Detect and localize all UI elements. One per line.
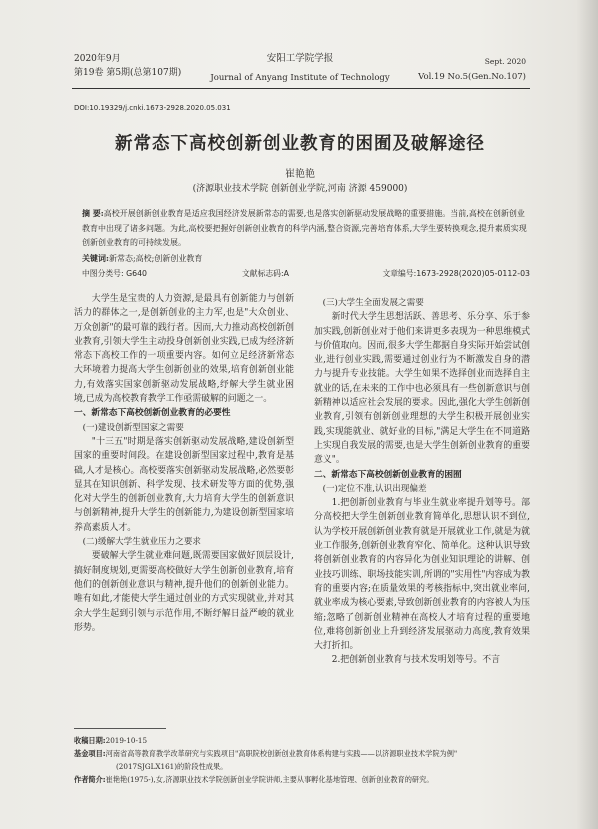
article-title: 新常态下高校创新创业教育的困囿及破解途径 — [115, 134, 485, 154]
subsection-heading: (一)建设创新型国家之需要 — [82, 422, 184, 433]
paragraph: 1.把创新创业教育与毕业生就业率提升划等号。部分高校把大学生创新创业教育简单化,思想认识不到位,认为学校开展创新创业教育就是开展就业工作,就是为就业工作服务,创新创业教育窄化、简单化。这种认识导致将创新创业教育的内容异化为创业知识理论的讲解、创业技巧训练、职场技能实训,所谓的"实用性"内容成为教育的重要内容;在质量效果的考核指标中,突出就业率问,就业率成为核心要素,导致创新创业教育的内容被人为压缩;忽略了创新创业精神在高校人才培育过程的重要地位,难将创新创业上升到经济发展驱动力高度,教育效果大打折扣。 — [314, 498, 530, 652]
fund-project — [74, 747, 530, 760]
header-date-en: Sept. 2020 — [484, 57, 526, 66]
footnote-rule — [74, 728, 166, 729]
bio-text: 崔艳艳(1975-),女,济源职业技术学院创新创业学院讲师,主要从事孵化基地管理、创新创业教育的研究。 — [105, 775, 434, 784]
header-right — [418, 52, 526, 84]
journal-name-en: Journal of Anyang Institute of Technology — [210, 73, 390, 83]
header-volume-cn: 第19卷 第5期(总第107期) — [74, 68, 182, 78]
keywords-text: 新常态;高校;创新创业教育 — [108, 253, 203, 263]
abstract-block — [82, 206, 530, 266]
header-rule — [72, 88, 530, 89]
author-affiliation: (济源职业技术学院 创新创业学院,河南 济源 459000) — [192, 184, 408, 194]
body-right-column — [314, 296, 530, 668]
section-heading: 一、新常态下高校创新创业教育的必要性 — [74, 408, 231, 419]
abstract — [82, 206, 530, 251]
fund-text: 河南省高等教育教学改革研究与实践项目"高职院校创新创业教育体系构建与实践——以济源职业技术学院为例" — [105, 749, 458, 758]
fund-label: 基金项目: — [74, 749, 106, 758]
abstract-text: 高校开展创新创业教育是适应我国经济发展新常态的需要,也是落实创新驱动发展战略的重要措施。当前,高校在创新创业教育中出现了诸多问题。为此,高校要把握好创新创业教育的科学内涵,整合资源,完善培育体系,大学生要转换观念,提升素质实现创新创业教育的可持续发展。 — [82, 209, 527, 247]
section-heading: 二、新常态下高校创新创业教育的困囿 — [314, 469, 462, 480]
bio-label: 作者简介: — [74, 775, 106, 784]
page-edge-shadow — [576, 0, 598, 829]
document-code: 文献标志码:A — [242, 269, 289, 278]
paragraph: 大学生是宝贵的人力资源,是最具有创新能力与创新活力的群体之一,是创新创业的主力军,也是"大众创业、万众创新"的最可靠的践行者。因而,大力推动高校创新创业教育,引领大学生主动投身创新创业实践,已成为经济新常态下高校工作的一项重要内容。如何立足经济新常态大环境着力提高大学生创新创业的效果,培育创新创业能力,有效落实国家创新驱动发展战略,纾解大学生就业困境,已成为高校教育教学工作亟需破解的问题之一。 — [74, 294, 294, 405]
header-volume-en: Vol.19 No.5(Gen.No.107) — [418, 72, 526, 82]
paragraph: 2.把创新创业教育与技术发明划等号。不言 — [331, 655, 501, 666]
classification-line — [82, 268, 530, 282]
doi: DOI:10.19329/j.cnki.1673-2928.2020.05.031 — [74, 104, 231, 112]
article-number: 文章编号:1673-2928(2020)05-0112-03 — [382, 269, 530, 278]
abstract-label: 摘 要: — [82, 208, 104, 218]
header-date-cn: 2020年9月 — [74, 54, 121, 64]
body-left-column — [74, 292, 294, 635]
subsection-heading: (一)定位不准,认识出现偏差 — [322, 483, 427, 494]
journal-name-cn: 安阳工学院学报 — [266, 53, 334, 64]
received-date — [74, 734, 530, 747]
paragraph: 新时代大学生思想活跃、善思考、乐分享、乐于参加实践,创新创业对于他们来讲更多表现为一种思维模式与价值取向。因而,很多大学生都据自身实际开始尝试创业,进行创业实践,需要通过创业行为不断激发自身的潜力与提升专业技能。大学生如果不选择创业而选择自主就业的话,在未来的工作中也必须具有一些创新意识与创新精神以适应社会发展的要求。因此,强化大学生创新创业教育,引领有创新创业理想的大学生积极开展创业实践,实现能就业、就好业的目标,"满足大学生在不同道路上实现自我发展的需要,也是大学生创新创业教育的重要意义"。 — [314, 312, 530, 466]
subsection-heading: (二)缓解大学生就业压力之要求 — [82, 537, 202, 548]
keywords — [82, 251, 530, 267]
keywords-label: 关键词: — [82, 252, 109, 263]
fund-continuation: (2017SJGLX161)的阶段性成果。 — [116, 762, 228, 771]
subsection-heading: (三)大学生全面发展之需要 — [322, 298, 424, 308]
author-bio — [74, 773, 530, 786]
author-name: 崔艳艳 — [285, 169, 315, 180]
paragraph: 要破解大学生就业难问题,既需要国家做好顶层设计,搞好制度规划,更需要高校做好大学生创新创业教育,培育他们的创新创业意识与精神,提升他们的创新创业能力。唯有如此,才能使大学生通过创业的方式实现就业,并对其余大学生起到引领与示范作用,不断纾解日益严峻的就业形势。 — [74, 551, 294, 633]
clc-number: 中图分类号: G640 — [82, 269, 148, 278]
received-label: 收稿日期: — [74, 736, 106, 745]
paragraph: "十三五"时期是落实创新驱动发展战略,建设创新型国家的重要时间段。在建设创新型国家过程中,教育是基础,人才是核心。高校要落实创新驱动发展战略,必然要彰显其在知识创新、科学发现、技术研发等方面的优势,强化对大学生的创新创业教育,大力培育大学生的创新意识与创新精神,提升大学生的创新能力,为建设创新型国家培养高素质人才。 — [74, 436, 294, 533]
footnotes — [74, 734, 530, 786]
received-value: 2019-10-15 — [105, 736, 148, 745]
